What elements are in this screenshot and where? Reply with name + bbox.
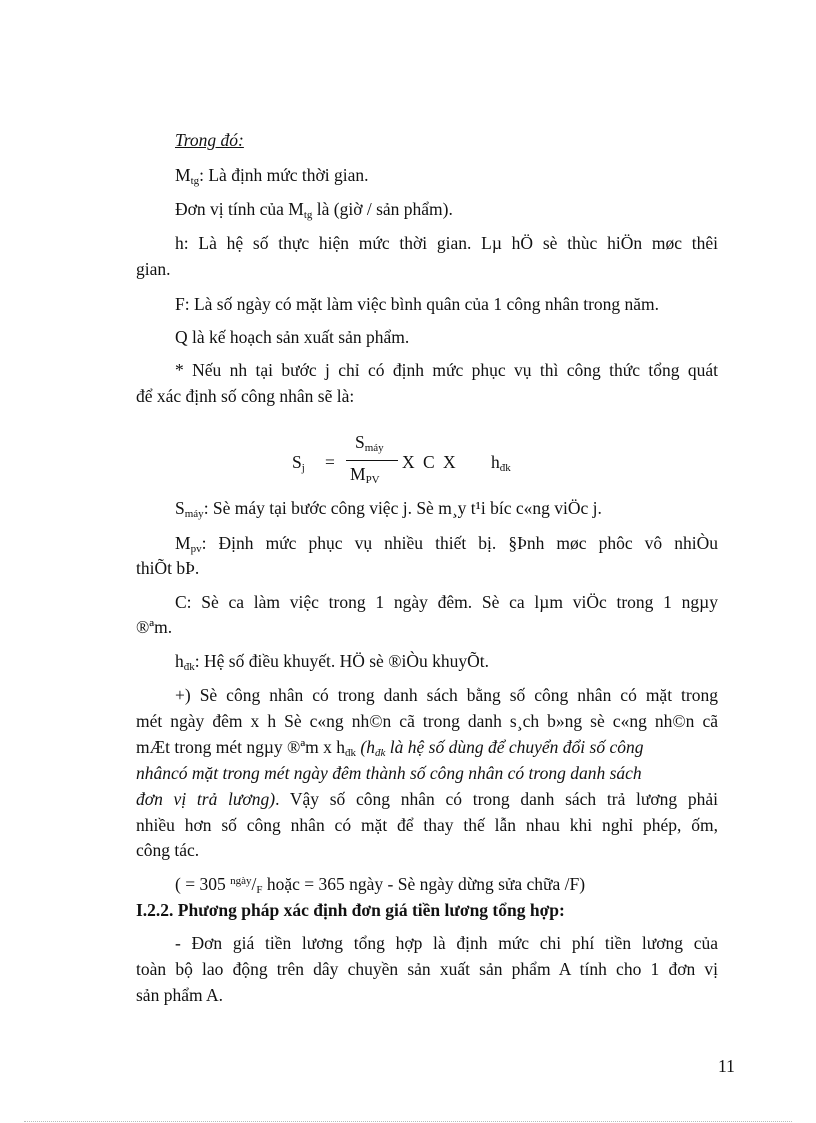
superscript-ngay: ngày	[230, 875, 252, 887]
definition-c: C: Sè ca làm việc trong 1 ngày đêm. Sè ca lµm viÖc trong 1 ngµy	[175, 592, 718, 612]
definition-text: : Là định mức thời gian.	[199, 165, 369, 185]
definition-h: h: Là hệ số thực hiện mức thời gian. Lµ hÖ sè thùc hiÖn møc thêi	[175, 233, 718, 253]
italic-note-end: đơn vị trả lương)	[136, 789, 276, 809]
note-text-end: hoặc = 365 ngày - Sè ngày dừng sửa chữa /F)	[262, 874, 586, 894]
subscript-tg: tg	[303, 209, 313, 221]
paren-open: (	[356, 737, 367, 757]
heading-trong-do: Trong đó:	[175, 130, 244, 150]
unit-text: Đơn vị tính của M	[175, 199, 304, 219]
symbol-m: M	[175, 165, 191, 185]
formula-note	[175, 872, 585, 896]
subscript-pv: PV	[365, 474, 380, 486]
paragraph-don-gia-2: toàn bộ lao động trên dây chuyền sản xuất sản phẩm A tính cho 1 đơn vị	[136, 959, 718, 979]
symbol-h: h	[175, 651, 184, 671]
subscript-dk: đk	[375, 747, 386, 759]
paragraph-line-6: nhiều hơn số công nhân có mặt để thay thế lẫn nhau khi nghỉ phép, ốm,	[136, 815, 718, 835]
italic-note: là hệ số dùng để chuyển đổi số công	[385, 737, 644, 757]
definition-mpv	[175, 531, 718, 555]
paragraph-neu-cont: để xác định số công nhân sẽ là:	[136, 386, 355, 406]
page-number: 11	[718, 1056, 735, 1076]
unit-mtg	[175, 197, 453, 221]
subscript-may: máy	[184, 508, 204, 520]
definition-hdk	[175, 649, 489, 673]
formula-lhs	[292, 450, 305, 474]
paragraph-text: mÆt trong mét ngµy ®ªm x h	[136, 737, 346, 757]
paragraph-text: . Vậy số công nhân có trong danh sách trả lương phải	[275, 789, 718, 809]
formula-equals: =	[325, 452, 335, 472]
fraction-bar	[346, 460, 398, 461]
definition-mtg	[175, 163, 369, 187]
paragraph-don-gia: - Đơn giá tiền lương tổng hợp là định mức chi phí tiền lương của	[175, 933, 718, 953]
subscript-dk: đk	[499, 462, 511, 474]
definition-q: Q là kế hoạch sản xuất sản phẩm.	[175, 327, 410, 347]
subscript-may: máy	[364, 442, 384, 454]
subscript-j: j	[301, 462, 305, 474]
formula-denominator	[350, 462, 380, 486]
paragraph-neu: * Nếu nh tại bước j chỉ có định mức phục vụ thì công thức tổng quát	[175, 360, 718, 380]
subscript-tg: tg	[190, 175, 200, 187]
formula-hdk	[491, 450, 511, 474]
definition-smay	[175, 496, 602, 520]
definition-f: F: Là số ngày có mặt làm việc bình quân của 1 công nhân trong năm.	[175, 294, 660, 314]
symbol-s: S	[355, 432, 365, 452]
paragraph-line-3	[136, 735, 643, 759]
subscript-dk: đk	[183, 661, 195, 673]
note-text: ( = 305	[175, 874, 231, 894]
page-bottom-border	[24, 1121, 792, 1122]
definition-h-cont: gian.	[136, 259, 171, 279]
symbol-s: S	[292, 452, 302, 472]
definition-mpv-cont: thiÕt bÞ.	[136, 558, 200, 578]
paragraph-line-7: công tác.	[136, 840, 200, 860]
definition-text: : Sè máy tại bước công việc j. Sè m¸y t¹i bíc c«ng viÖc j.	[203, 498, 602, 518]
subscript-f: F	[256, 884, 263, 896]
formula-multipliers: X C X	[402, 452, 456, 472]
definition-c-cont: ®ªm.	[136, 617, 173, 637]
subscript-pv: pv	[190, 543, 202, 555]
formula-numerator	[355, 430, 384, 454]
paragraph-line-4: nhâncó mặt trong mét ngày đêm thành số công nhân có trong danh sách	[136, 763, 642, 783]
slash: /	[251, 874, 257, 894]
definition-text: : Định mức phục vụ nhiều thiết bị. §Þnh møc phôc vô nhiÒu	[201, 533, 718, 553]
paragraph-line-5	[136, 787, 718, 811]
paragraph-line-2: mét ngày đêm x h Sè c«ng nh©n cã trong danh s¸ch b»ng sè c«ng nh©n cã	[136, 711, 718, 731]
symbol-h: h	[491, 452, 500, 472]
definition-text: : Hệ số điều khuyết. HÖ sè ®iÒu khuyÕt.	[194, 651, 489, 671]
section-heading: I.2.2. Phương pháp xác định đơn giá tiền lương tổng hợp:	[136, 900, 565, 920]
symbol-m: M	[175, 533, 191, 553]
symbol-s: S	[175, 498, 185, 518]
subscript-dk: đk	[345, 747, 357, 759]
paragraph-don-gia-3: sản phẩm A.	[136, 985, 224, 1005]
symbol-h: h	[366, 737, 375, 757]
unit-text-end: là (giờ / sản phẩm).	[312, 199, 453, 219]
paragraph-so-cong-nhan: +) Sè công nhân có trong danh sách bằng số công nhân có mặt trong	[175, 685, 718, 705]
symbol-m: M	[350, 464, 366, 484]
